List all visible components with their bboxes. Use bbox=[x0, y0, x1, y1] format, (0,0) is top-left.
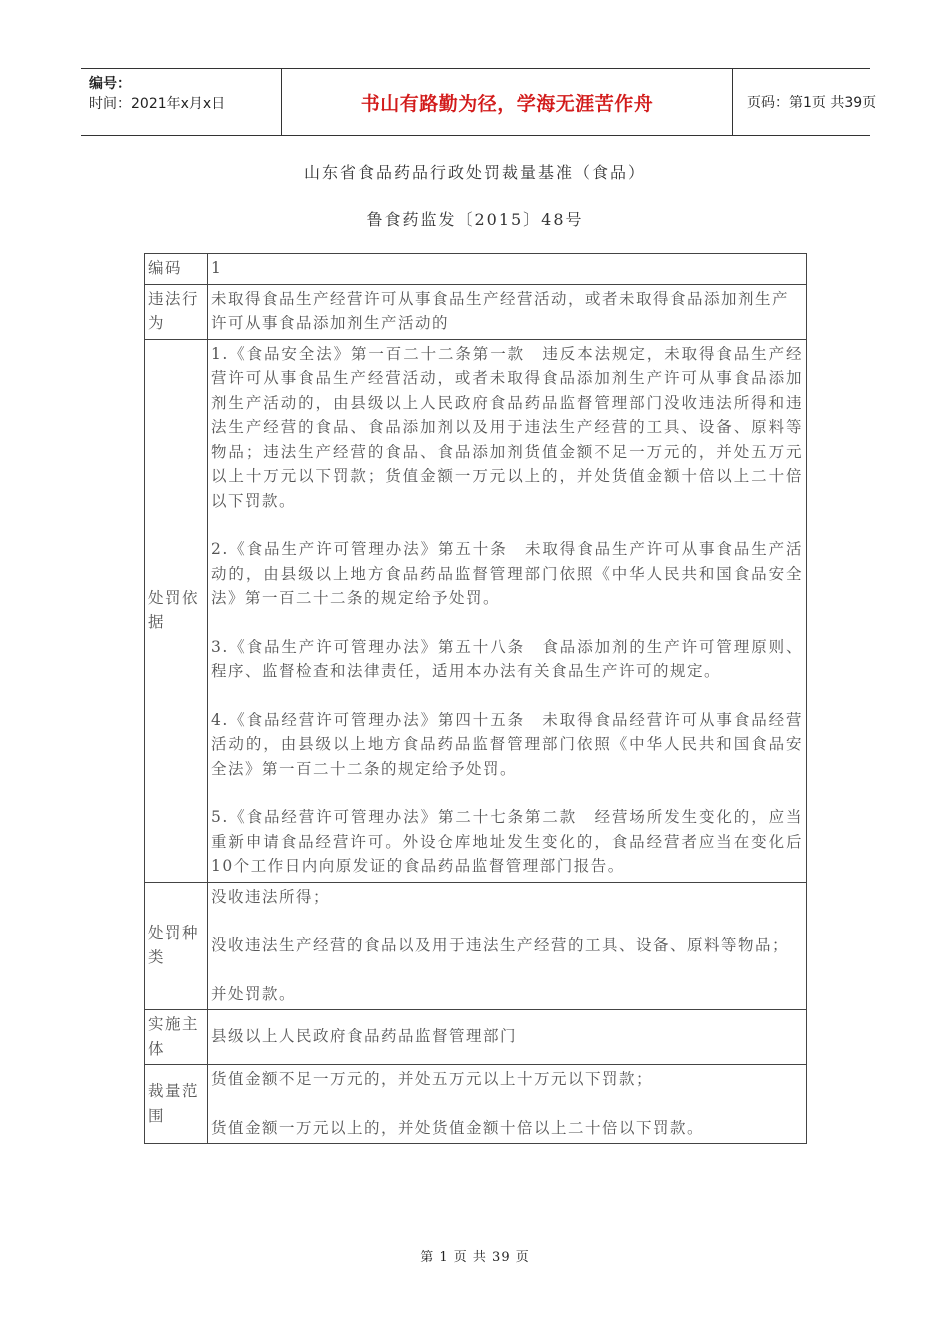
table-row-basis bbox=[145, 339, 807, 882]
header-meta-cell bbox=[81, 69, 281, 135]
motto-text: 书山有路勤为径，学海无涯苦作舟 bbox=[360, 92, 654, 115]
range-cell bbox=[208, 1065, 807, 1144]
basis-label: 处罚依据 bbox=[145, 339, 208, 882]
penalty-item-1: 没收违法所得； bbox=[211, 887, 331, 906]
page-footer: 第 1 页 共 39 页 bbox=[420, 1250, 530, 1265]
basis-item-5: 5.《食品经营许可管理办法》第二十七条第二款 经营场所发生变化的，应当重新申请食品经营许可。外设仓库地址发生变化的，食品经营者应当在变化后10个工作日内向原发证的食品药品监督管理部门报告。 bbox=[211, 808, 803, 875]
range-item-1: 货值金额不足一万元的，并处五万元以上十万元以下罚款； bbox=[211, 1070, 654, 1088]
document-number: 鲁食药监发〔2015〕48号 bbox=[366, 210, 584, 229]
basis-item-3: 3.《食品生产许可管理办法》第五十八条 食品添加剂的生产许可管理原则、程序、监督检查和法律责任，适用本办法有关食品生产许可的规定。 bbox=[211, 637, 803, 680]
basis-item-4: 4.《食品经营许可管理办法》第四十五条 未取得食品经营许可从事食品经营活动的，由县级以上地方食品药品监督管理部门依照《中华人民共和国食品安全法》第一百二十二条的规定给予处罚。 bbox=[211, 710, 803, 778]
page-header bbox=[81, 68, 877, 136]
number-label: 编号： bbox=[89, 76, 131, 92]
code-label: 编码 bbox=[145, 254, 208, 285]
subject-label: 实施主体 bbox=[145, 1010, 208, 1065]
basis-cell bbox=[208, 339, 807, 882]
penalty-item-3: 并处罚款。 bbox=[211, 984, 297, 1003]
page-info: 页码：第1页 共39页 bbox=[747, 95, 877, 111]
penalty-cell bbox=[208, 882, 807, 1010]
table-row-range bbox=[145, 1065, 807, 1144]
header-page-cell bbox=[733, 69, 877, 135]
table-row-violation bbox=[145, 284, 807, 339]
penalty-label: 处罚种类 bbox=[145, 882, 208, 1010]
basis-item-1: 1.《食品安全法》第一百二十二条第一款 违反本法规定，未取得食品生产经营许可从事食品生产经营活动，或者未取得食品添加剂生产许可从事食品添加剂生产活动的，由县级以上人民政府食品药品监督管理部门没收违法所得和违法生产经营的食品、食品添加剂以及用于违法生产经营的工具、设备、原料等物品；违法生产经营的食品、食品添加剂货值金额不足一万元的，并处五万元以上十万元以下罚款；货值金额一万元以上的，并处货值金额十倍以上二十倍以下罚款。 bbox=[211, 344, 803, 510]
table-row-penalty bbox=[145, 882, 807, 1010]
range-label: 裁量范围 bbox=[145, 1065, 208, 1144]
document-title: 山东省食品药品行政处罚裁量基准（食品） bbox=[303, 163, 646, 182]
table-row-code bbox=[145, 254, 807, 285]
range-item-2: 货值金额一万元以上的，并处货值金额十倍以上二十倍以下罚款。 bbox=[211, 1118, 705, 1137]
basis-item-2: 2.《食品生产许可管理办法》第五十条 未取得食品生产许可从事食品生产活动的，由县级以上地方食品药品监督管理部门依照《中华人民共和国食品安全法》第一百二十二条的规定给予处罚。 bbox=[211, 540, 803, 607]
penalty-table bbox=[144, 253, 807, 1144]
code-value: 1 bbox=[208, 254, 807, 285]
penalty-item-2: 没收违法生产经营的食品以及用于违法生产经营的工具、设备、原料等物品； bbox=[211, 936, 790, 954]
time-label: 时间：2021年x月x日 bbox=[89, 96, 226, 112]
table-row-subject bbox=[145, 1010, 807, 1065]
header-motto-cell bbox=[281, 69, 733, 135]
subject-text: 县级以上人民政府食品药品监督管理部门 bbox=[208, 1010, 807, 1065]
violation-label: 违法行为 bbox=[145, 284, 208, 339]
violation-text: 未取得食品生产经营许可从事食品生产经营活动，或者未取得食品添加剂生产许可从事食品添加剂生产活动的 bbox=[208, 284, 807, 339]
